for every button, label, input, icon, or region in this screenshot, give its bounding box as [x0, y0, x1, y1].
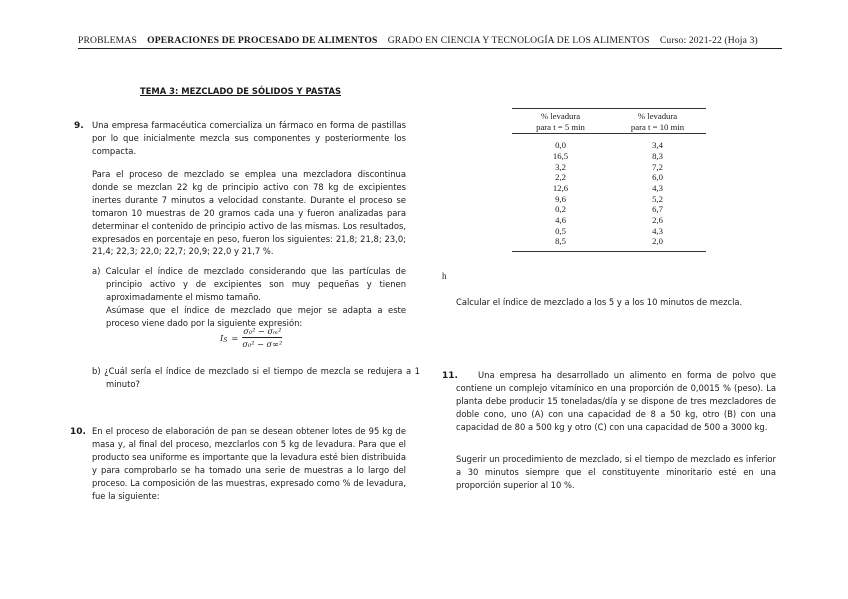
- table-bottom-rule: [512, 251, 706, 252]
- table-row: [512, 226, 706, 237]
- problem-9-number: 9.: [74, 121, 84, 131]
- table-cell: 5,2: [652, 193, 663, 204]
- formula-numerator: σ₀² − σₘ²: [243, 326, 282, 336]
- formula-lhs: I: [220, 332, 224, 343]
- table-cell: 2,2: [555, 172, 566, 183]
- problem-9-intro: Una empresa farmacéutica comercializa un fármaco en forma de pastillas por lo que inicialmente mezcla sus componentes y posteriormente los compacta.: [92, 120, 406, 156]
- table-row: [512, 194, 706, 205]
- table-row: [512, 183, 706, 194]
- table-cell: 2,0: [652, 236, 663, 247]
- formula-equals: =: [231, 332, 239, 343]
- table-cell: 6,0: [652, 172, 663, 183]
- formula-denominator: σ₀² − σ∞²: [242, 339, 283, 349]
- table-cell: 8,5: [555, 236, 566, 247]
- problem-9-body: Para el proceso de mezclado se emplea una mezcladora discontinua donde se mezclan 22 kg de principio activo con 78 kg de excipientes inertes durante 7 minutos a velocidad constante. Durante el proceso se tomaron 10 muestras de 20 gramos cada una y fueron analizadas para determinar el contenido de principio activo de las mismas. Los resultados, expresados en porcentaje en peso, fueron los siguientes: 21,8; 21,8; 23,0; 21,4; 22,3; 22,0; 22,7; 20,9; 22,0 y 21,7 %.: [92, 169, 406, 257]
- problem-11-question: Sugerir un procedimiento de mezclado, si el tiempo de mezclado es inferior a 30 minutos siempre que el constituyente minoritario esté en una proporción superior al 10 %.: [456, 454, 776, 490]
- mixing-index-formula: [220, 326, 282, 349]
- formula-lhs-sub: S: [223, 337, 228, 344]
- table-header-col2-line1: % levadura: [637, 111, 678, 121]
- table-cell: 0,0: [555, 140, 566, 151]
- table-cell: 4,3: [652, 225, 663, 236]
- header-term: Curso: 2021-22 (Hoja 3): [659, 35, 758, 46]
- table-body: [512, 134, 706, 251]
- problem-11-text: Una empresa ha desarrollado un alimento en forma de polvo que contiene un complejo vitamínico en una proporción de 0,0015 % (peso). La planta debe producir 15 toneladas/día y se dispone de tres mezcladores de doble cono, uno (A) con una capacidad de 8 a 50 kg, otro (B) con una capacidad de 80 a 500 kg y otro (C) con una capacidad de 500 a 3000 kg.: [456, 370, 776, 432]
- table-row: [512, 172, 706, 183]
- table-row: [512, 215, 706, 226]
- table-cell: 12,6: [552, 182, 569, 193]
- problem-9-part-a-note: Asúmase que el índice de mezclado que mejor se adapta a este proceso viene dado por la siguiente expresión:: [106, 305, 406, 328]
- table-header-col2-line2: para t = 10 min: [630, 121, 685, 132]
- problem-10-text: En el proceso de elaboración de pan se desean obtener lotes de 95 kg de masa y, al final del proceso, mezclarlos con 5 kg de levadura. Para que el producto sea uniforme es importante que la levadura esté bien distribuida y para comprobarlo se ha tomado una serie de muestras a lo largo del proceso. La composición de las muestras, expresado como % de levadura, fue la siguiente:: [92, 426, 406, 501]
- table-cell: 8,3: [652, 150, 663, 161]
- table-row: [512, 204, 706, 215]
- problem-9-part-a: a) Calcular el índice de mezclado considerando que las partículas de principio activo y de excipientes son muy pequeñas y tienen aproximadamente el mismo tamaño.: [92, 266, 406, 302]
- page-header: [78, 35, 782, 46]
- problem-10-question: Calcular el índice de mezclado a los 5 y a los 10 minutos de mezcla.: [456, 297, 743, 307]
- table-cell: 9,6: [555, 193, 566, 204]
- table-cell: 0,2: [555, 204, 566, 215]
- header-course: OPERACIONES DE PROCESADO DE ALIMENTOS: [147, 35, 378, 46]
- table-header-col1-line2: para t = 5 min: [536, 121, 585, 132]
- table-header-col-5min: [512, 111, 609, 132]
- topic-title: TEMA 3: MEZCLADO DE SÓLIDOS Y PASTAS: [140, 86, 341, 96]
- yeast-table: [512, 108, 706, 252]
- table-cell: 3,4: [652, 140, 663, 151]
- header-rule: [78, 48, 782, 49]
- table-row: [512, 140, 706, 151]
- header-degree: GRADO EN CIENCIA Y TECNOLOGÍA DE LOS ALIMENTOS: [387, 35, 650, 46]
- problem-9-part-b: b) ¿Cuál sería el índice de mezclado si el tiempo de mezcla se redujera a 1 minuto?: [92, 366, 420, 389]
- table-cell: 6,7: [652, 204, 663, 215]
- table-cell: 4,3: [652, 182, 663, 193]
- table-row: [512, 236, 706, 247]
- problem-10-number: 10.: [70, 427, 86, 437]
- table-header-col-10min: [609, 111, 706, 132]
- table-cell: 4,6: [555, 215, 566, 225]
- table-header-col1-line1: % levadura: [540, 111, 581, 121]
- table-cell: 7,2: [652, 161, 663, 172]
- problem-11-number: 11.: [442, 371, 458, 381]
- table-cell: 3,2: [555, 161, 566, 172]
- formula-fraction: [242, 326, 282, 349]
- table-cell: 16,5: [552, 150, 569, 161]
- table-header: [512, 109, 706, 133]
- table-row: [512, 151, 706, 162]
- table-cell: 2,6: [652, 215, 663, 225]
- table-cell: 0,5: [555, 225, 566, 236]
- header-label: PROBLEMAS: [78, 35, 137, 46]
- table-row: [512, 162, 706, 173]
- stray-mark: h: [442, 271, 447, 281]
